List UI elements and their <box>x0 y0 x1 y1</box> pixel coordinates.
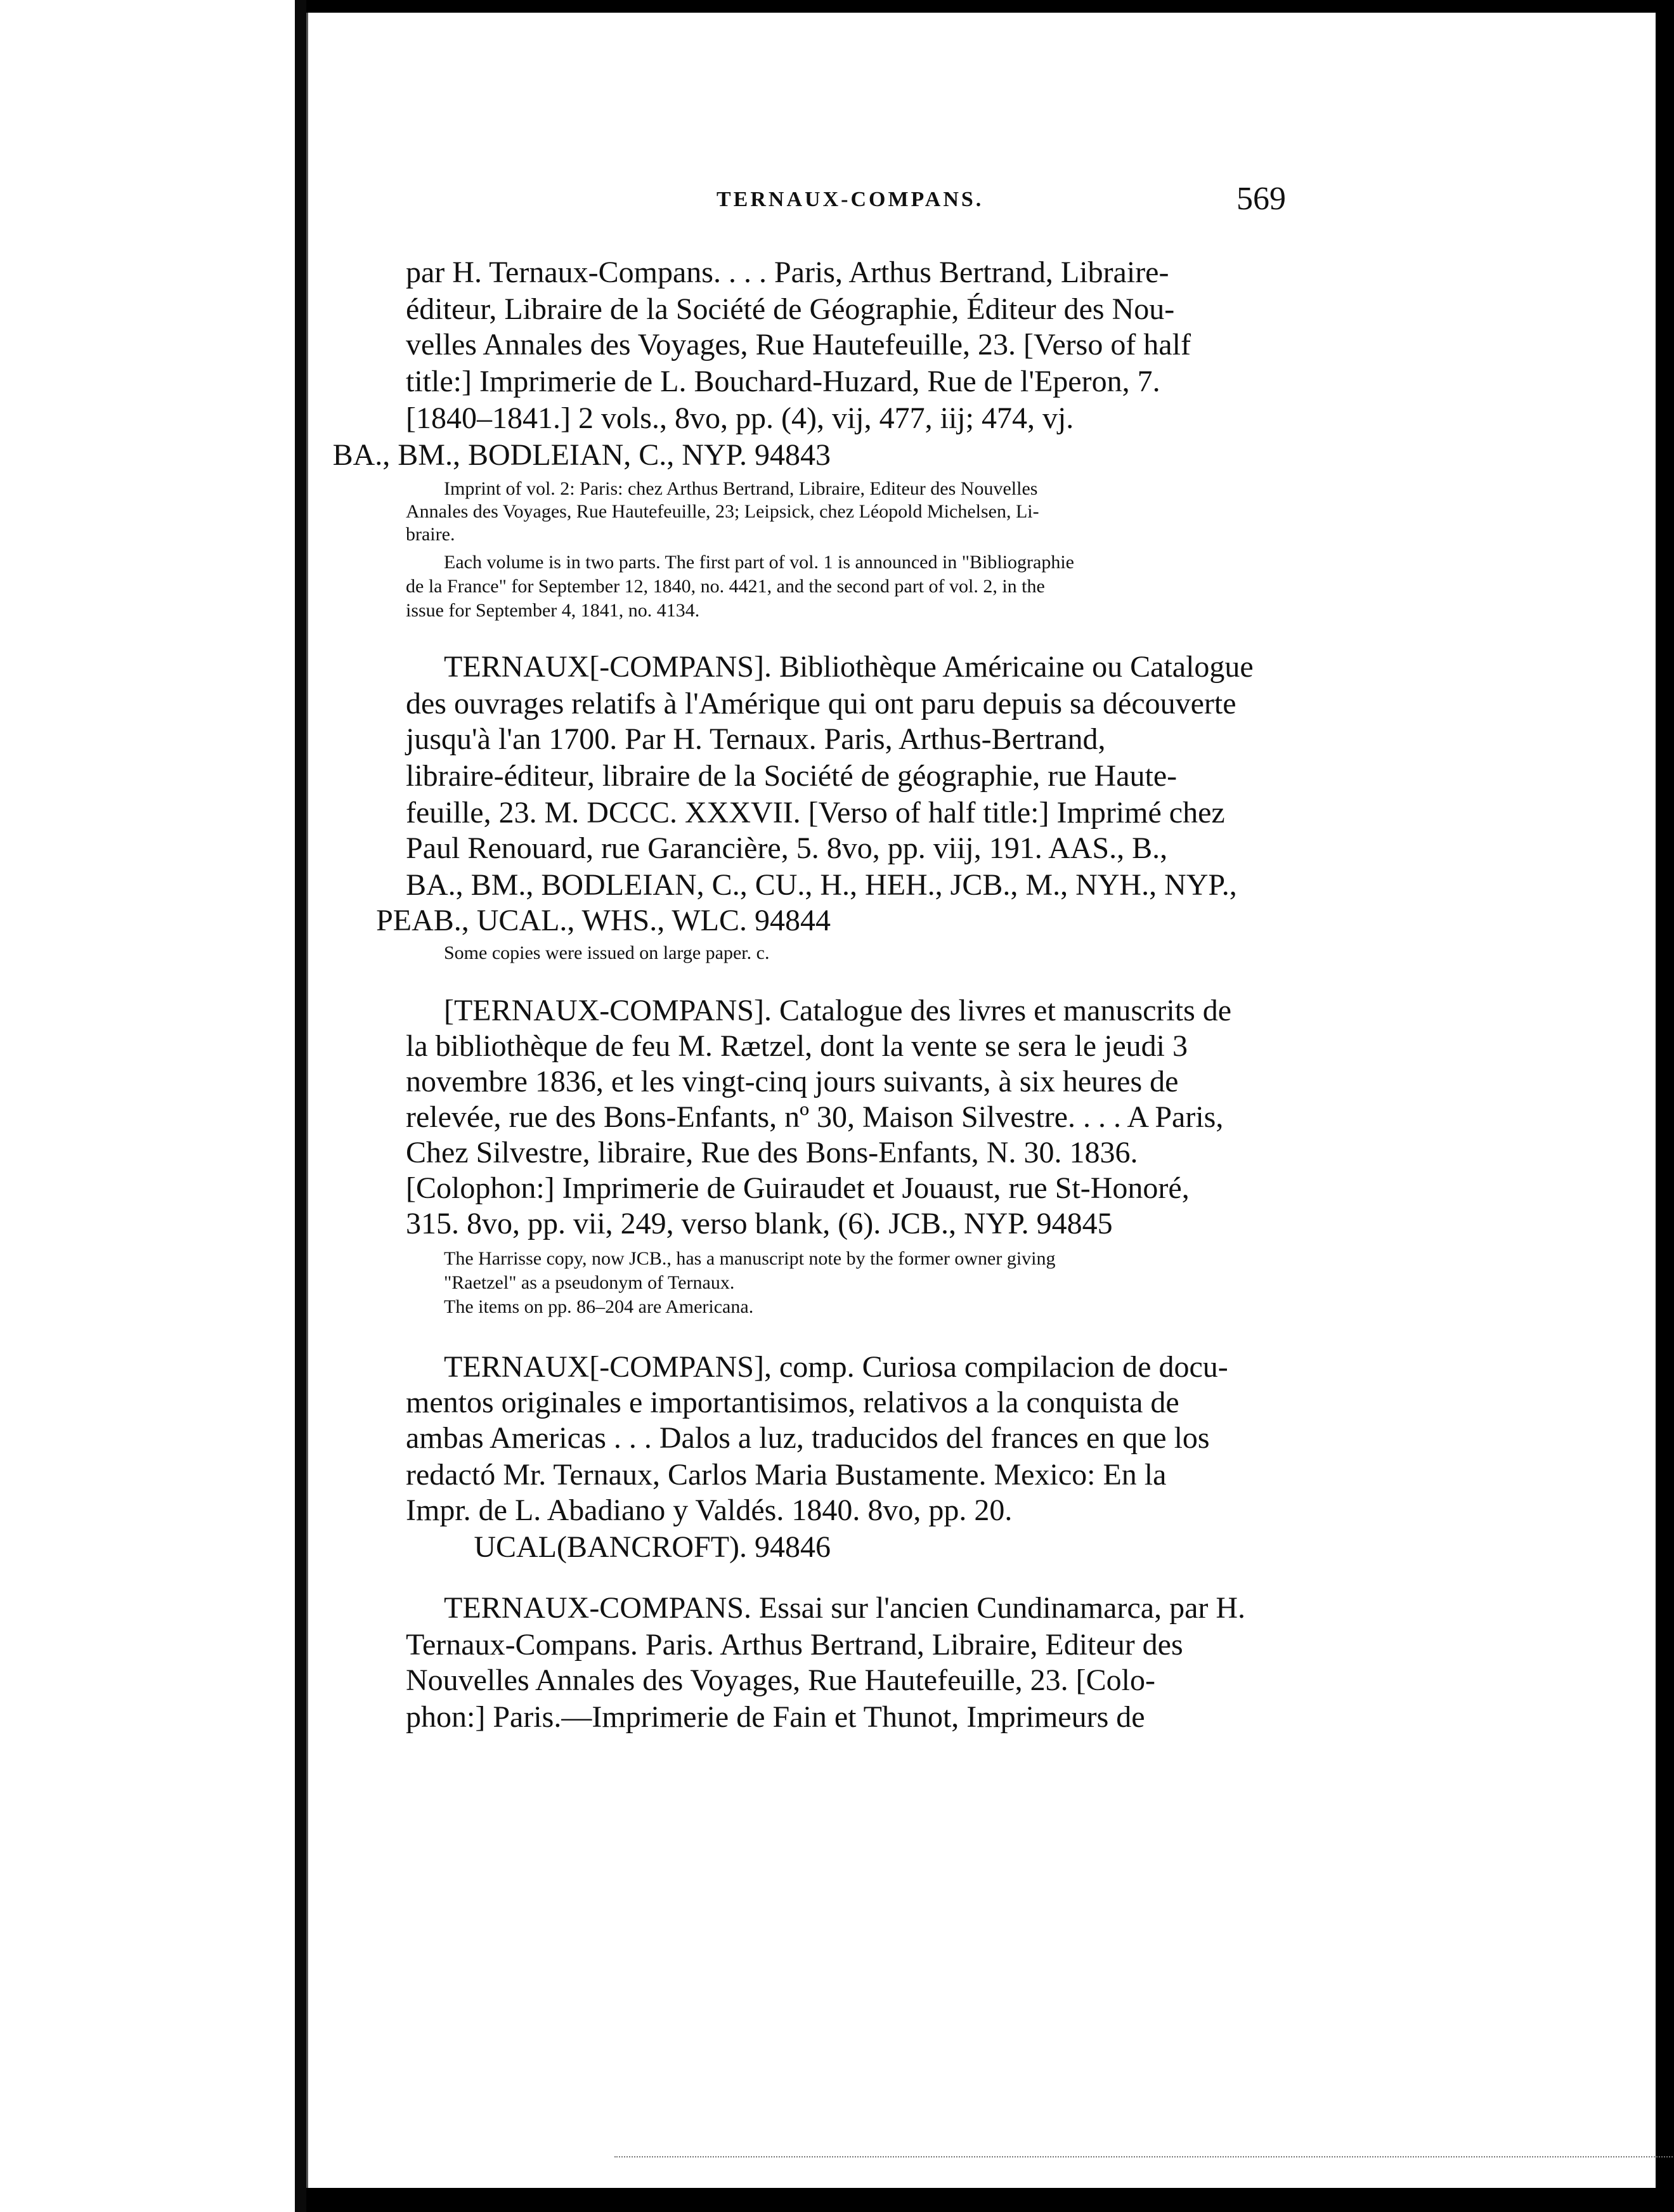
entry-line: redactó Mr. Ternaux, Carlos Maria Bustamente. Mexico: En la <box>406 1458 1167 1492</box>
entry-holdings: BA., BM., BODLEIAN, C., NYP. 94843 <box>332 438 831 472</box>
running-title: TERNAUX-COMPANS. <box>717 188 984 211</box>
entry-line: libraire-éditeur, libraire de la Société de géographie, rue Haute- <box>406 759 1178 793</box>
entry-note: Imprint of vol. 2: Paris: chez Arthus Bertrand, Libraire, Editeur des Nouvelles <box>444 478 1038 499</box>
entry-line: 315. 8vo, pp. vii, 249, verso blank, (6). JCB., NYP. 94845 <box>406 1207 1113 1240</box>
left-page <box>0 0 300 2212</box>
entry-line: par H. Ternaux-Compans. . . . Paris, Arthus Bertrand, Libraire- <box>406 256 1169 289</box>
entry-note: The items on pp. 86–204 are Americana. <box>444 1296 754 1317</box>
entry-note: "Raetzel" as a pseudonym of Ternaux. <box>444 1272 735 1293</box>
entry-line: TERNAUX[-COMPANS]. Bibliothèque Américaine ou Catalogue <box>444 650 1254 684</box>
entry-line: relevée, rue des Bons-Enfants, nº 30, Maison Silvestre. . . . A Paris, <box>406 1100 1224 1134</box>
book-gutter <box>295 0 306 2212</box>
entry-line: la bibliothèque de feu M. Rætzel, dont la vente se sera le jeudi 3 <box>406 1029 1188 1063</box>
entry-note: Some copies were issued on large paper. c. <box>444 942 770 963</box>
entry-line: BA., BM., BODLEIAN, C., CU., H., HEH., JCB., M., NYH., NYP., <box>406 868 1237 902</box>
entry-line: [TERNAUX-COMPANS]. Catalogue des livres et manuscrits de <box>444 994 1232 1027</box>
entry-note: Annales des Voyages, Rue Hautefeuille, 23; Leipsick, chez Léopold Michelsen, Li- <box>406 501 1039 522</box>
entry-note: braire. <box>406 524 455 545</box>
entry-line: title:] Imprimerie de L. Bouchard-Huzard, Rue de l'Eperon, 7. <box>406 365 1160 398</box>
entry-note: de la France" for September 12, 1840, no. 4421, and the second part of vol. 2, in the <box>406 576 1045 597</box>
entry-line: Chez Silvestre, libraire, Rue des Bons-Enfants, N. 30. 1836. <box>406 1136 1138 1169</box>
entry-line: des ouvrages relatifs à l'Amérique qui ont paru depuis sa découverte <box>406 687 1236 720</box>
entry-note: The Harrisse copy, now JCB., has a manuscript note by the former owner giving <box>444 1248 1056 1269</box>
entry-line: [Colophon:] Imprimerie de Guiraudet et Jouaust, rue St-Honoré, <box>406 1171 1190 1205</box>
entry-line: [1840–1841.] 2 vols., 8vo, pp. (4), vij, 477, iij; 474, vj. <box>406 401 1074 435</box>
entry-line: ambas Americas . . . Dalos a luz, traducidos del frances en que los <box>406 1421 1210 1455</box>
entry-note: Each volume is in two parts. The first part of vol. 1 is announced in "Bibliographie <box>444 552 1074 573</box>
entry-line: Impr. de L. Abadiano y Valdés. 1840. 8vo, pp. 20. <box>406 1493 1013 1527</box>
page-number: 569 <box>1236 181 1286 217</box>
entry-line: feuille, 23. M. DCCC. XXXVII. [Verso of half title:] Imprimé chez <box>406 796 1225 829</box>
page-bottom-edge <box>614 2156 1674 2176</box>
entry-holdings: PEAB., UCAL., WHS., WLC. 94844 <box>376 904 831 937</box>
entry-note: issue for September 4, 1841, no. 4134. <box>406 600 700 621</box>
entry-line: novembre 1836, et les vingt-cinq jours suivants, à six heures de <box>406 1065 1179 1098</box>
entry-line: phon:] Paris.—Imprimerie de Fain et Thunot, Imprimeurs de <box>406 1700 1145 1734</box>
entry-line: jusqu'à l'an 1700. Par H. Ternaux. Paris, Arthus-Bertrand, <box>406 722 1106 756</box>
entry-line: velles Annales des Voyages, Rue Hautefeuille, 23. [Verso of half <box>406 328 1191 361</box>
entry-line: TERNAUX-COMPANS. Essai sur l'ancien Cundinamarca, par H. <box>444 1591 1246 1625</box>
entry-line: mentos originales e importantisimos, relativos a la conquista de <box>406 1386 1179 1419</box>
entry-line: TERNAUX[-COMPANS], comp. Curiosa compilacion de docu- <box>444 1350 1228 1384</box>
entry-line: Ternaux-Compans. Paris. Arthus Bertrand, Libraire, Editeur des <box>406 1628 1183 1662</box>
entry-line: Paul Renouard, rue Garancière, 5. 8vo, pp. viij, 191. AAS., B., <box>406 831 1168 865</box>
entry-line: éditeur, Libraire de la Société de Géographie, Éditeur des Nou- <box>406 292 1175 326</box>
entry-holdings: UCAL(BANCROFT). 94846 <box>474 1530 831 1564</box>
entry-line: Nouvelles Annales des Voyages, Rue Hautefeuille, 23. [Colo- <box>406 1663 1155 1697</box>
